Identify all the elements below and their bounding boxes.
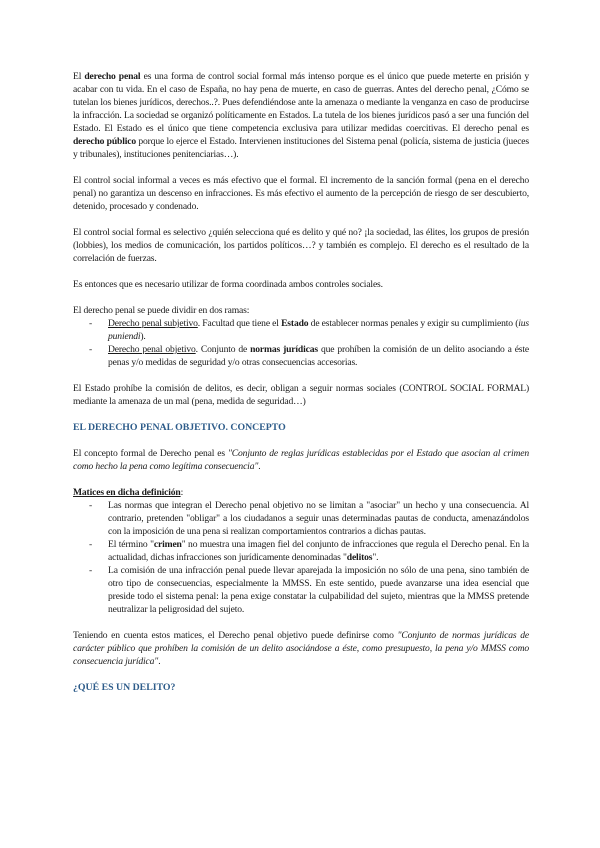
term-derecho-penal: derecho penal bbox=[84, 71, 141, 82]
list-item-matiz-1: - Las normas que integran el Derecho penal objetivo no se limitan a "asociar" un hecho y una consecuencia. Al contrario, pretenden "obligar" a los ciudadanos a seguir unas determinadas pautas de conducta, amenazándolos con la imposición de una pena si realizan comportamientos contrarios a dichas pautas. bbox=[73, 499, 529, 538]
heading-derecho-penal-objetivo: EL DERECHO PENAL OBJETIVO. CONCEPTO bbox=[73, 422, 286, 433]
list-item-matiz-2: - El término "crimen" no muestra una imagen fiel del conjunto de infracciones que regula el Derecho penal. En la actualidad, dichas infracciones son jurídicamente denominadas "delitos". bbox=[73, 538, 529, 564]
list-item-matiz-3: - La comisión de una infracción penal puede llevar aparejada la imposición no sólo de una pena, sino también de otro tipo de consecuencias, especialmente la MMSS. En este sentido, puede avanzarse una idea esencial que preside todo el sistema penal: la pena exige constatar la culpabilidad del sujeto, mientras que la MMSS pretende neutralizar la peligrosidad del sujeto. bbox=[73, 564, 529, 616]
paragraph-control-informal: El control social informal a veces es más efectivo que el formal. El incremento de la sanción formal (pena en el derecho penal) no garantiza un descenso en infracciones. Es más efectivo el aumento de la percepción de riesgo de ser descubierto, detenido, procesado y condenado. bbox=[73, 175, 529, 212]
paragraph-derecho-penal-intro: El derecho penal es una forma de control social formal más intenso porque es el único que puede meterte en prisión y acabar con tu vida. En el caso de España, no hay pena de muerte, en caso de guerras. Antes del derecho penal, ¿Cómo se tutelan los bienes jurídicos, derechos..?. Pues defendiéndose ante la amenaza o mediante la venganza en caso de producirse la infracción. La sociedad se organizó políticamente en Estados. La tutela de los bienes jurídicos pasó a ser una función del Estado. El Estado es el único que tiene competencia exclusiva para utilizar medidas coercitivas. El derecho penal es derecho público porque lo ejerce el Estado. Intervienen instituciones del Sistema penal (policía, sistema de justicia (jueces y tribunales), instituciones penitenciarias…). bbox=[73, 71, 529, 160]
list-item-derecho-objetivo: - Derecho penal objetivo. Conjunto de normas jurídicas que prohíben la comisión de un delito asociando a éste penas y/o medidas de seguridad y/o otras consecuencias accesorias. bbox=[73, 343, 529, 369]
paragraph-ramas-intro: El derecho penal se puede dividir en dos ramas: bbox=[73, 305, 250, 316]
paragraph-concepto-formal: El concepto formal de Derecho penal es "Conjunto de reglas jurídicas establecidas por el Estado que asocian al crimen como hecho la pena como legítima consecuencia". bbox=[73, 448, 529, 472]
heading-que-es-delito: ¿QUÉ ES UN DELITO? bbox=[73, 682, 176, 693]
quote-definicion: "Conjunto de normas jurídicas de carácter público que prohíben la comisión de un delito asociándose a éste, como presupuesto, la pena y/o MMSS como consecuencia jurídica" bbox=[73, 630, 529, 667]
matices-list bbox=[73, 499, 529, 616]
quote-concepto-formal: "Conjunto de reglas jurídicas establecidas por el Estado que asocian al crimen como hecho la pena como legítima consecuencia" bbox=[73, 448, 529, 472]
paragraph-definicion-objetivo: Teniendo en cuenta estos matices, el Derecho penal objetivo puede definirse como "Conjunto de normas jurídicas de carácter público que prohíben la comisión de un delito asociándose a éste, como presupuesto, la pena y/o MMSS como consecuencia jurídica". bbox=[73, 630, 529, 667]
matices-title: Matices en dicha definición: bbox=[73, 487, 184, 498]
rama-subjetivo-label: Derecho penal subjetivo bbox=[108, 318, 198, 329]
paragraph-control-selectivo: El control social formal es selectivo ¿quién selecciona qué es delito y qué no? ¡la sociedad, las élites, los grupos de presión (lobbies), los medios de comunicación, los partidos políticos…? y también es complejo. El derecho es el resultado de la correlación de fuerzas. bbox=[73, 227, 529, 264]
ramas-list bbox=[73, 317, 529, 369]
paragraph-estado-prohibe: El Estado prohíbe la comisión de delitos, es decir, obligan a seguir normas sociales (CONTROL SOCIAL FORMAL) mediante la amenaza de un mal (pena, medida de seguridad…) bbox=[73, 383, 529, 407]
paragraph-coordinacion: Es entonces que es necesario utilizar de forma coordinada ambos controles sociales. bbox=[73, 279, 383, 290]
term-derecho-publico: derecho público bbox=[73, 136, 136, 147]
rama-objetivo-label: Derecho penal objetivo bbox=[108, 344, 196, 355]
document-body bbox=[73, 70, 529, 694]
list-item-derecho-subjetivo: - Derecho penal subjetivo. Facultad que tiene el Estado de establecer normas penales y exigir su cumplimiento (ius puniendi). bbox=[73, 317, 529, 343]
